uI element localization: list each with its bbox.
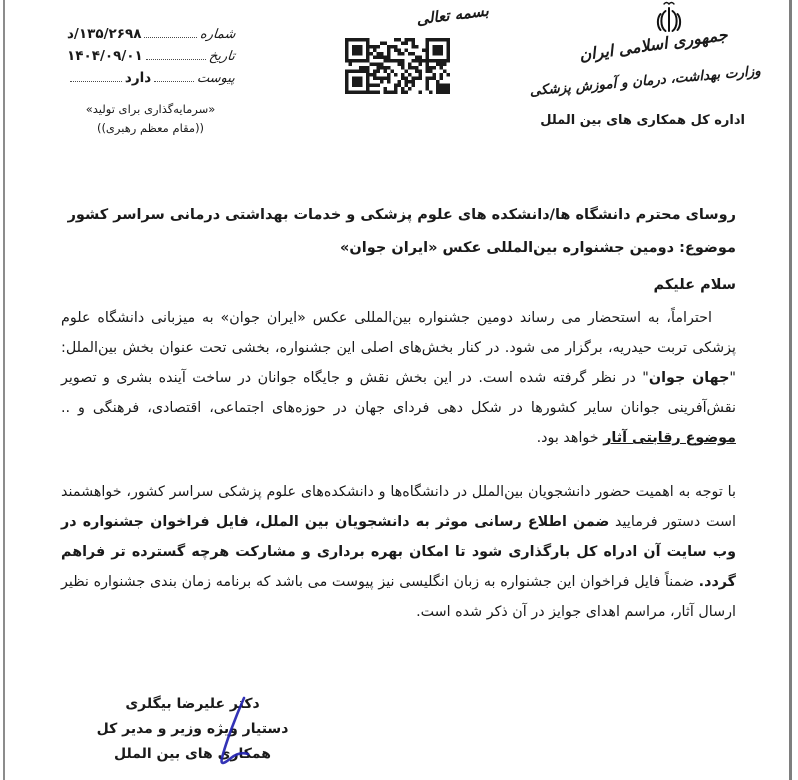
dotted-leader <box>144 37 196 38</box>
text-run: ضمن اطلاع رسانی موثر به دانشجویان بین الملل، فایل فراخوان جشنواره در وب سایت آن ادراه کل بارگذاری شود تا امکان بهره برداری و مشارکت هرچه گسترده تر فراهم گردد. <box>61 514 736 590</box>
ministry-calligraphy: وزارت بهداشت، درمان و آموزش پزشکی <box>529 63 762 100</box>
text-run: موضوع رقابتی آثار <box>603 430 736 446</box>
text-run: احتراماً، به استحضار می رساند دومین جشنواره بین‌المللی عکس «ایران جوان» به میزبانی دانشگاه علوم پزشکی تربت حیدریه، برگزار می شود. در کنار بخش‌های اصلی این جشنواره، بخشی تحت عنوان بخش بین‌الملل: " <box>61 310 736 386</box>
text-run: جهان جوان <box>648 370 730 386</box>
date-label: تاریخ <box>208 49 236 64</box>
addressee-line: روسای محترم دانشگاه ها/دانشکده های علوم پزشکی و خدمات بهداشتی درمانی سراسر کشور <box>67 207 736 223</box>
signature-block <box>95 692 290 767</box>
date-row <box>67 42 235 64</box>
republic-calligraphy: جمهوری اسلامی ایران <box>578 24 729 65</box>
salutation-line: سلام علیکم <box>653 277 736 293</box>
year-slogan-attribution: ((مقام معظم رهبری)) <box>96 121 205 135</box>
attachment-value: دارد <box>124 70 152 86</box>
signer-title-line1: دستیار ویژه وزیر و مدیر کل <box>96 721 289 737</box>
ref-number-value: ۱۳۵/۲۶۹۸/د <box>67 26 142 42</box>
text-run: با توجه به اهمیت حضور دانشجویان بین‌الملل در دانشگاه‌ها و دانشکده‌های علوم پزشکی سراسر کشور، خواهشمند است دستور فرمایید <box>61 484 737 530</box>
office-name: اداره کل همکاری های بین الملل <box>540 113 745 128</box>
signer-title-line2: همکاری های بین الملل <box>113 746 272 762</box>
subject-line: موضوع: دومین جشنواره بین‌المللی عکس «ایران جوان» <box>340 240 736 256</box>
ref-number-label: شماره <box>198 27 236 42</box>
page-right-border <box>789 0 792 780</box>
besmele-calligraphy: بسمه تعالی <box>415 1 490 29</box>
dotted-leader <box>70 81 122 82</box>
year-slogan-text: «سرمایه‌گذاری برای تولید» <box>85 102 216 116</box>
ref-number-row <box>67 20 235 42</box>
qr-code-icon <box>345 38 450 95</box>
text-run: خواهد بود. <box>536 430 604 446</box>
attachment-label: پیوست <box>196 71 236 86</box>
year-slogan-block <box>68 100 233 138</box>
attachment-row <box>67 64 235 86</box>
text-run: ضمناً فایل فراخوان این جشنواره به زبان انگلیسی نیز پیوست می باشد که برنامه زمان بندی جشنواره نظیر ارسال آثار، مراسم اهدای جوایز در آن ذکر شده است. <box>61 574 736 620</box>
dotted-leader <box>154 81 194 82</box>
signer-name: دکتر علیرضا بیگلری <box>125 696 260 712</box>
dotted-leader <box>146 59 206 60</box>
paragraph-1 <box>61 303 736 453</box>
text-run: " در نظر گرفته شده است. در این بخش نقش و جایگاه جوانان در ساخت آینده بشری و تصویر نقش‌آفرینی جوانان سایر کشورها در شکل دهی فردای جهان در حوزه‌های اجتماعی، اقتصادی، فرهنگی و .. <box>61 370 736 416</box>
page-left-border <box>3 0 5 780</box>
reference-block <box>67 20 235 86</box>
date-value: ۱۴۰۴/۰۹/۰۱ <box>67 48 143 64</box>
paragraph-2 <box>61 477 736 627</box>
